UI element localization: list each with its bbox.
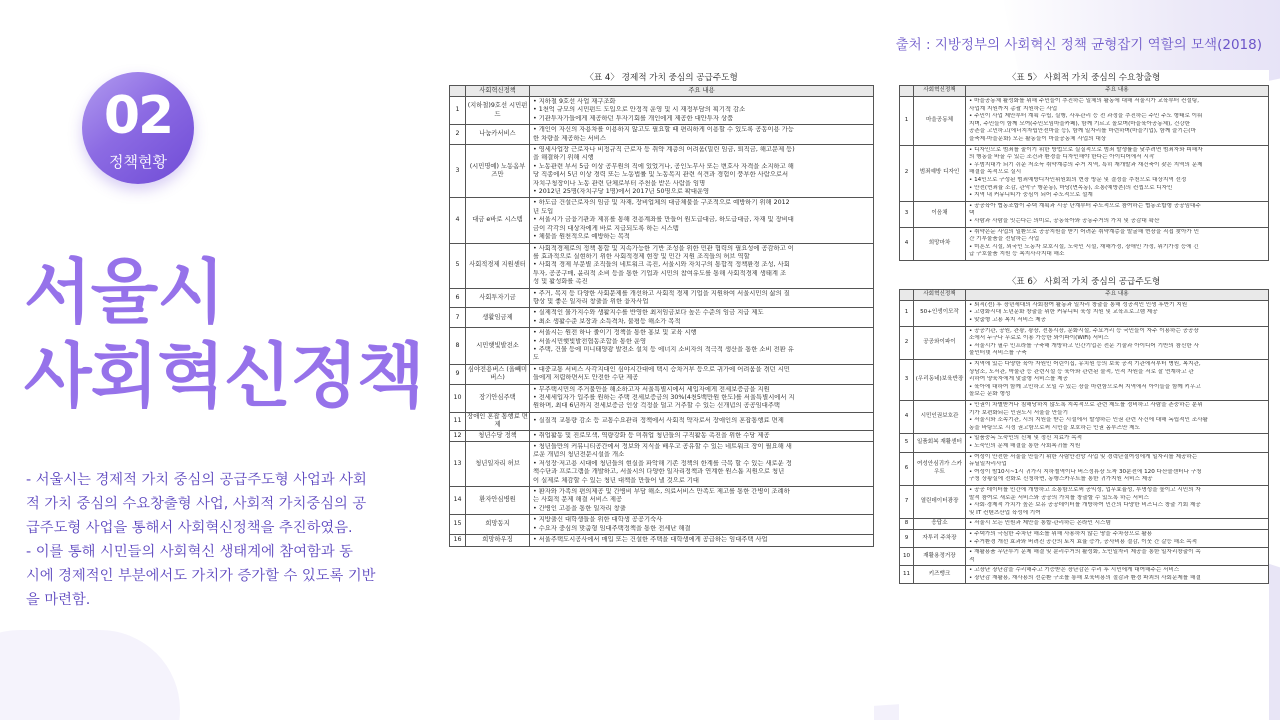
- table-row: [450, 125, 874, 145]
- content-line: • 공공 데이터를 민간에 개방하고 소통함으로써 공익성, 업무효율성, 투명성을 높이고 시민의 자: [969, 486, 1201, 493]
- row-number: 9: [450, 364, 466, 384]
- content-line: • 체불을 원천적으로 예방하는 목적: [533, 233, 630, 241]
- content-line: • 서울시는 원전 하나 줄이기 정책을 통한 홍보 및 교육 시행: [533, 329, 697, 337]
- table-row: [900, 300, 1269, 326]
- content-line: 상담소, 도서관, 박물관 등 관련시설 등 육아와 관련된 물적, 인적 자원을 서로 잘 연계하고 관: [969, 368, 1194, 375]
- policy-name: 대금 e바로 시스템: [466, 198, 530, 243]
- table-row: [900, 97, 1269, 146]
- content-line: • 인권이 차별받거나 침해당하지 않도록 지속적으로 관련 제도를 정비하고 사람을 존중하는 분위: [969, 402, 1203, 408]
- policy-content: [530, 288, 874, 308]
- table-row: [900, 401, 1269, 434]
- content-line: • 마을공동체 활성화를 위해 주민들이 추진하는 일체의 활동에 대해 서울시가 교육부터 컨설팅,: [969, 98, 1199, 104]
- table-6-body: [900, 300, 1269, 584]
- content-line: 책수단과 프로그램을 개발하고, 서울시의 다양한 일자리정책과 연계한 원스톱 지원으로 청년: [533, 468, 785, 476]
- content-line: • 전세세입자가 입주를 원하는 주택 전세보증금의 30%(4천5백만원 한도)를 서울특별시에서 지: [533, 394, 795, 401]
- content-line: • 서울주택도시공사에서 매입 또는 건설한 주택을 대학생에게 공급하는 임대주택 사업: [533, 536, 768, 544]
- policy-content: [530, 515, 874, 535]
- section-label: 정책현황: [109, 153, 167, 171]
- content-line: • 서울시 모든 민원과 제안을 통합·관리하는 온라인 시스템: [969, 520, 1111, 527]
- row-number: 10: [900, 548, 914, 566]
- content-line: 물인터넷 서비스를 구축: [969, 350, 1027, 357]
- policy-name: 장애인 혼잡 통행료 면제: [467, 412, 528, 429]
- content-line: 적: [969, 556, 975, 563]
- content-line: • 장난감 재활용, 재사용의 선순환 구조를 통해 보육비용의 절감과 환경 파괴의 사회문제를 해결: [969, 574, 1201, 581]
- row-number: 12: [450, 430, 466, 441]
- content-line: • 서울시민햇빛발전협동조합을 통한 운영: [533, 337, 647, 345]
- table-row: [450, 198, 874, 243]
- table-row: [900, 227, 1269, 260]
- policy-name: (시민명예) 노동옴부즈만: [466, 145, 530, 198]
- content-line: • 공공기관, 공원, 관광, 광장, 전통시장, 문화시설, 주요거리 등 국민들이 자주 이용하는 공공장: [969, 327, 1199, 334]
- content-line: • 서울시와 소속기관, 시의 지원을 받는 시설에서 발생하는 인권 관련 사건에 대해 독립적인 조사활: [969, 417, 1208, 424]
- content-line: • 사회적 경제 부문별 조직들의 네트워크 촉진, 서울시와 자치구의 통합적 정책환경 조성, 사회: [533, 261, 790, 269]
- policy-content: [530, 535, 874, 546]
- policy-content: [966, 300, 1269, 326]
- content-line: 사업계 지원까지 총괄 지원하는 사업: [969, 105, 1058, 112]
- header-content: 주요 내용: [966, 86, 1269, 97]
- row-number: 3: [450, 145, 466, 198]
- policy-content: [966, 227, 1269, 260]
- content-line: • 주거, 복지 등 다양한 사회문제를 개선하고 사회적 경제 기업을 지원하여 서울시민의 삶의 질: [533, 289, 790, 297]
- row-number: 4: [900, 227, 914, 260]
- table-5-caption: 〈표 5〉 사회적 가치 중심의 수요창출형: [1007, 73, 1161, 83]
- table-row: [900, 434, 1269, 452]
- row-number: 4: [900, 401, 914, 434]
- description-text: [26, 468, 421, 612]
- content-line: • 지역 내 커뮤니티가 중심이 되어 주도적으로 설계: [969, 192, 1093, 199]
- table-row: [450, 430, 874, 441]
- description-line: 적 가치 중심의 수요창출형 사업, 사회적 가치중심의 공: [26, 496, 367, 512]
- policy-name: 이음채: [914, 201, 966, 227]
- document-tables-5-6: [899, 70, 1269, 720]
- section-number: 02: [103, 86, 173, 146]
- row-number: 2: [900, 326, 914, 359]
- row-number: 11: [450, 412, 466, 430]
- policy-name: 마을공동체: [914, 97, 966, 146]
- content-line: 투자, 공공구매, 윤리적 소비 등을 통한 기업과 시민의 참여유도를 통해 사회적경제 생태계 조: [533, 269, 787, 277]
- table-row: [900, 529, 1269, 547]
- content-line: 의 행동을 바꿀 수 있는 조건과 환경을 디자인해야 한다는 아이디어에서 시작: [969, 154, 1155, 161]
- content-line: • 하도급 건설근로자의 임금 및 자재, 장비업체의 대금체불을 구조적으로 예방하기 위해 2012: [533, 199, 790, 207]
- row-number: 2: [900, 145, 914, 201]
- policy-content: [530, 442, 874, 487]
- policy-content: [530, 198, 874, 243]
- content-line: • 개인이 자신의 자용차를 이용하지 않고도 필요할 때 편리하게 이용할 수 있도록 공동이용 가능: [533, 126, 794, 134]
- content-line: • 주민이 사업 제안부터 계획 수립, 실행, 사후관리 등 전 과정을 추진하는 주민 주도 형태로 이뤄: [969, 113, 1203, 120]
- policy-content: [530, 364, 874, 384]
- header-policy: 사회혁신정책: [914, 86, 966, 97]
- content-line: • 여성이 안전한 서울을 만들기 위한 사람안전망 사업 및 경력단절여성에게 일자리를 제공하는: [969, 453, 1198, 460]
- content-line: • 실질적 교통량 감소 등 교통수요관리 정책에서 사회적 약자로서 장애인의 혼잡통행료 면제: [533, 417, 784, 425]
- policy-content: [530, 145, 874, 198]
- table-row: [900, 519, 1269, 530]
- source-citation: 출처 : 지방정부의 사회혁신 정책 균형잡기 역할의 모색(2018): [895, 37, 1262, 53]
- row-number: 1: [450, 97, 466, 125]
- content-line: • 노동관련 부서 5급 이상 공무원의 직에 있었거나, 공인노무사 또는 변호사 자격을 소지하고 해: [533, 162, 794, 170]
- table-4-caption: 〈표 4〉 경제적 가치 중심의 공급주도형: [585, 73, 738, 83]
- content-line: 택: [969, 210, 975, 217]
- policy-name: 희망동지: [466, 515, 530, 535]
- table-row: [450, 412, 874, 430]
- policy-name: 공공와이파이: [914, 326, 966, 359]
- content-line: • 영세사업장 근로자나 비정규직 근로자 등 취약 계층의 어려움(밀린 임금, 퇴직금, 해고문제 등): [533, 146, 795, 154]
- table-row: [900, 145, 1269, 201]
- content-line: 당 직종에서 5년 이상 경력 또는 노동법률 및 노동복지 관련 식견과 경험이 풍부한 사람으로서: [533, 171, 789, 179]
- policy-content: [966, 566, 1269, 584]
- table-row: [450, 328, 874, 365]
- content-line: • 일품중독 노숙인의 신체 및 정신 치료가 목적: [969, 435, 1083, 442]
- content-line: 을축제·마을문화) 모든 활동들이 마을공동체 사업의 대상: [969, 135, 1107, 142]
- row-number: 15: [450, 515, 466, 535]
- row-number: 8: [450, 328, 466, 365]
- table-header-row: [450, 86, 874, 97]
- policy-content: [530, 125, 874, 145]
- content-line: • 사람과 사람을 잇는다는 의미로, 공동육아와 공동주거의 가치 및 공감대 확산: [969, 217, 1160, 224]
- table-row: [900, 201, 1269, 227]
- policy-content: [966, 452, 1269, 485]
- content-line: • 환자와 가족의 편의제공 및 간병비 부담 해소, 의료서비스 만족도 제고를 통한 간병이 조례하: [533, 488, 790, 496]
- policy-content: [530, 328, 874, 365]
- policy-content: [530, 243, 874, 288]
- header-no: [900, 289, 914, 300]
- content-line: 공존을 고민하고(에너지자립안전마을 등), 함께 일자리를 마련하며(마을기업), 함께 즐기는(마: [969, 128, 1196, 135]
- table-6-caption: 〈표 6〉 사회적 가치 중심의 공급주도형: [1007, 276, 1161, 287]
- policy-content: [530, 430, 874, 441]
- policy-name: 시민인권보호관: [914, 401, 966, 434]
- policy-content: [530, 412, 874, 430]
- content-line: • 고장난 장난감을 수리해주고 기증받은 장난감은 수리 후 시민에게 대여해주는 서비스: [969, 567, 1180, 574]
- table-row: [450, 308, 874, 328]
- content-line: 간 기부물품을 전달하는 사업: [969, 236, 1040, 243]
- content-line: 발적 참여로 새로운 서비스와 공공의 가치를 창출할 수 있도록 하는 서비스: [969, 494, 1149, 501]
- description-line: 급주도형 사업을 통해서 사회혁신정책을 추진하였음.: [26, 520, 353, 536]
- table-row: [900, 326, 1269, 359]
- content-line: 한 차량을 제공하는 서비스: [533, 134, 606, 142]
- policy-content: [966, 145, 1269, 201]
- content-line: • 최소 생활수준 보장과 소득격차, 불평등 해소가 목적: [533, 317, 681, 325]
- content-line: 동을 바탕으로 시정 권고함으로써 시민을 보호하는 인권 옴부즈만 제도: [969, 424, 1140, 431]
- content-line: 원하며, 최대 6년까지 전세보증금 인상 걱정을 덜고 거주할 수 있는 신개념의 공공임대주택: [533, 402, 781, 410]
- header-policy: 사회혁신정책: [914, 289, 966, 300]
- content-line: 성 및 활성화를 촉진: [533, 278, 588, 286]
- content-line: • 서울시가 필수 인프라를 구축해 개방하고 민간기업은 전문 기술과 아이디어 기반의 참신한 사: [969, 342, 1199, 349]
- content-line: • 2012년 25명(자치구당 1명)에서 2017년 50명으로 확대운영: [533, 188, 710, 196]
- content-line: 도: [533, 354, 540, 362]
- policy-name: 일품회복 재활센터: [914, 434, 966, 452]
- content-line: • 기관투자가들에게 제공하던 투자기회를 개인에게 제공한 대안투자 상품: [533, 114, 734, 122]
- row-number: 11: [900, 566, 914, 584]
- content-line: • 미혼모 시설, 외국인 노동자 보호시설, 노숙인 시설, 재해가정, 장애인 가정, 위기가정 등에 긴: [969, 243, 1199, 250]
- content-line: 들에게 저렴하면서도 안전한 수단 제공: [533, 374, 639, 382]
- content-line: • 여성이 밤10시~1시 귀가시 지하철역이나 버스정류장 도착 30분전에 120 다산콜센터나 구청: [969, 468, 1202, 475]
- header-content: 주요 내용: [966, 289, 1269, 300]
- row-number: 3: [900, 360, 914, 401]
- table-row: [450, 535, 874, 546]
- content-line: • 주택가의 극심한 주차난 해소를 위해 사용하지 않는 땅을 주차장으로 활용: [969, 530, 1153, 537]
- row-number: 10: [450, 384, 466, 412]
- content-line: • 간병인 고용을 통한 일자리 창출: [533, 504, 626, 512]
- content-line: 는 사회적 문제 해결 서비스 제공: [533, 496, 623, 504]
- policy-name: 희망하우징: [466, 535, 530, 546]
- table-row: [450, 442, 874, 487]
- content-line: 년 도입: [533, 207, 554, 215]
- content-line: 소에서 누구나 무료로 이용 가능한 와이파이(WiFi) 서비스: [969, 335, 1109, 342]
- description-line: 을 마련함.: [26, 592, 91, 608]
- content-line: • 1천억 규모의 시민펀드 도입으로 안정적 운영 및 시 재정부담의 획기적 감소: [533, 106, 746, 114]
- description-line: - 이를 통해 시민들의 사회혁신 생태계에 참여함과 동: [26, 544, 353, 560]
- policy-content: [966, 434, 1269, 452]
- row-number: 1: [900, 97, 914, 146]
- policy-name: 시민햇빛발전소: [466, 328, 530, 365]
- content-line: 해결을 목적으로 실시: [969, 169, 1022, 176]
- page-title: [24, 250, 444, 418]
- policy-name: 환자안심병원: [466, 487, 530, 515]
- row-number: 8: [900, 519, 914, 530]
- table-row: [450, 145, 874, 198]
- policy-content: [966, 360, 1269, 401]
- table-row: [450, 515, 874, 535]
- decorative-shape-bottom-left: [0, 630, 180, 720]
- content-line: 를 효과적으로 실현하기 위한 사회적경제 현장 및 민간 지원 조직들의 허브 역할: [533, 252, 750, 260]
- table-row: [450, 97, 874, 125]
- policy-name: 나눔카서비스: [466, 125, 530, 145]
- content-line: • 안전(면죄율 소감, 관악구 행운동), 마당(면목동), 소통(예방촌)의 컨셉으로 디자인: [969, 184, 1173, 191]
- policy-name: 사회적경제 지원센터: [466, 243, 530, 288]
- content-line: 이 실제로 체감할 수 있는 청년 대책을 만들어 낼 것으로 기대: [533, 476, 700, 484]
- table-header-row: [900, 289, 1269, 300]
- policy-content: [966, 548, 1269, 566]
- row-number: 7: [450, 308, 466, 328]
- content-line: • 우범지대가 되기 쉬운 저소득 취약계층의 주거 지역, 특히 재개발과 재건축이 잦은 지역의 문제: [969, 161, 1203, 168]
- header-policy: 사회혁신정책: [466, 86, 530, 97]
- content-line: • 공공육아 협동조합이 주택 계획과 시공 단계부터 주도적으로 참여하는 협동조합형 공공임대주: [969, 202, 1201, 209]
- table-row: [450, 364, 874, 384]
- content-line: • 디자인으로 범죄를 줄이기 위한 방법으로 실질적으로 범죄 발생률을 낮추려면 범죄자와 피해자: [969, 146, 1203, 153]
- table-row: [900, 548, 1269, 566]
- policy-name: 청년일자리 허브: [466, 442, 530, 487]
- row-number: 14: [450, 487, 466, 515]
- row-number: 5: [900, 434, 914, 452]
- content-line: • 취업활동 및 진로모색, 역량강화 등 미취업 청년들의 구직활동 촉진을 위한 수당 제공: [533, 431, 770, 439]
- policy-name: 응답소: [914, 519, 966, 530]
- content-line: • 퇴직(전) 후 장년세대의 사회참여 활동과 일자리 창출을 통해 성공적인 인생 후반기 지원: [969, 301, 1188, 308]
- content-line: • 사회·경제적 가치가 높은 보유 공공데이터를 개방하여 민간의 다양한 비즈니스 창출 기회 제공: [969, 502, 1201, 509]
- content-line: • 저성장·저고용 시대에 청년들의 현실을 파악해 기존 정책의 한계를 극복 할 수 있는 새로운 정: [533, 459, 792, 467]
- policy-name: 50+인생이모작: [914, 300, 966, 326]
- row-number: 2: [450, 125, 466, 145]
- content-line: 구청 상황실에 전화로 신청하면, 동행스카우트를 통한 귀가지원 서비스 제공: [969, 476, 1153, 483]
- policy-content: [530, 308, 874, 328]
- content-line: • 재활용품 무단투기 문제 해결 및 분리수거의 활성화, 노인일자리 제공을 통한 일자리창출이 목: [969, 549, 1201, 556]
- policy-name: 희망마차: [914, 227, 966, 260]
- policy-content: [966, 97, 1269, 146]
- content-line: • 맞춤형 고용 복지 서비스 제공: [969, 317, 1047, 324]
- content-line: 돌보는 문화 형성: [969, 391, 1011, 398]
- row-number: 7: [900, 485, 914, 518]
- table-row: [450, 288, 874, 308]
- policy-content: [966, 529, 1269, 547]
- table-5: [899, 85, 1269, 261]
- table-row: [900, 360, 1269, 401]
- policy-name: 열린데이터광장: [914, 485, 966, 518]
- row-number: 3: [900, 201, 914, 227]
- table-4: [449, 85, 874, 547]
- description-line: - 서울시는 경제적 가치 중심의 공급주도형 사업과 사회: [26, 472, 367, 488]
- content-line: 자치구청장이나 노동 관련 단체로부터 추천을 받은 사람을 임명: [533, 179, 706, 187]
- table-row: [450, 243, 874, 288]
- table-header-row: [900, 86, 1269, 97]
- policy-content: [530, 384, 874, 412]
- description-line: 시에 경제적인 부분에서도 가치가 증가할 수 있도록 기반: [26, 568, 376, 584]
- policy-name: 심야전용버스 (올빼미버스): [466, 364, 530, 384]
- content-line: 급 구호물품 지원 등 복지사각지대 해소: [969, 251, 1065, 258]
- page-title-line-1: 서울시: [24, 251, 224, 333]
- content-line: • 지방출신 대학생들을 위한 대학생 공공기숙사: [533, 516, 663, 524]
- content-line: • 실제적인 물가지수와 생활지수를 반영한 최저임금보다 높은 수준의 임금 지급 제도: [533, 309, 764, 317]
- header-content: 주요 내용: [530, 86, 874, 97]
- page-title-line-2: 사회혁신정책: [24, 335, 424, 417]
- content-line: 기가 보편화되는 인권도시 서울을 만들기: [969, 409, 1068, 416]
- table-row: [450, 487, 874, 515]
- table-row: [900, 452, 1269, 485]
- content-line: • 서울시가 금융기관과 제휴를 통해 전용계좌를 만들어 원도급대금, 하도급대금, 자재 및 장비대: [533, 216, 794, 224]
- content-line: 로운 개념의 청년전문시설을 개소: [533, 451, 625, 459]
- row-number: 16: [450, 535, 466, 546]
- policy-name: (지하철)9호선 시민펀드: [466, 97, 530, 125]
- table-5-body: [900, 97, 1269, 261]
- content-line: • 주택, 건물 등에 미니태양광 발전소 설치 등 에너지 소비자의 적극적 생산을 통한 소비 전환 유: [533, 345, 794, 353]
- policy-name: 키즈뱅크: [914, 566, 966, 584]
- table-4-body: [450, 97, 874, 547]
- policy-name: 사회투자기금: [466, 288, 530, 308]
- table-6: [899, 289, 1269, 585]
- content-line: 리하여 양육자에게 맞춤형 서비스를 제공: [969, 376, 1068, 383]
- table-row: [900, 566, 1269, 584]
- policy-name: 청년수당 정책: [466, 430, 530, 441]
- content-line: • 취약은둔 사업의 일환으로 공공지원을 받기 어려운 취약계층을 발굴해 현장을 직접 찾아가 민: [969, 228, 1199, 235]
- content-line: 뉴딜일자리사업: [969, 461, 1007, 468]
- content-line: 및 IT 컨텐츠산업 육성에 기여: [969, 509, 1041, 516]
- content-line: • 청년들만의 커뮤니티공간에서 정보와 지식을 배우고 공유할 수 있는 네트워크 장이 필요해 새: [533, 443, 792, 451]
- header-no: [450, 86, 466, 97]
- content-line: 을 해결하기 위해 시행: [533, 154, 594, 162]
- policy-content: [966, 519, 1269, 530]
- row-number: 6: [450, 288, 466, 308]
- policy-name: 여성안심귀가 스카우트: [914, 452, 966, 485]
- policy-name: (우리동네)보육반장: [914, 360, 966, 401]
- content-line: 금이 각각의 대상자에게 바로 지급되도록 하는 시스템: [533, 224, 679, 232]
- table-row: [900, 485, 1269, 518]
- policy-name: 재활용정거장: [914, 548, 966, 566]
- policy-content: [530, 487, 874, 515]
- content-line: 지며, 주민들이 함께 모여(주민모임마을카페), 함께 기르고 돌보며(마을육아공동체), 건강한: [969, 120, 1191, 127]
- content-line: • 지역에 있는 다양한 육아 자원인 어린이집, 유치원 등의 보육 공적 기관에서부터 병원, 복지관,: [969, 361, 1201, 368]
- row-number: 5: [450, 243, 466, 288]
- policy-name: 범죄예방 디자인: [914, 145, 966, 201]
- content-line: • 대중교통 서비스 사각지대인 심야시간대에 택시 승차거부 등으로 귀가에 어려움을 겪던 시민: [533, 365, 790, 373]
- policy-content: [966, 485, 1269, 518]
- content-line: • 무주택시민의 주거불안을 해소하고자 서울특별시에서 세입자에게 전세보증금을 지원: [533, 385, 770, 393]
- policy-name: 장기안심주택: [466, 384, 530, 412]
- row-number: 4: [450, 198, 466, 243]
- content-line: • 노숙인의 문제 해결을 통한 사회복귀를 지원: [969, 442, 1081, 449]
- content-line: • 고령화시대 노년문화 창출을 위한 커뮤니티 육성 지원 및 교육프로그램 제공: [969, 309, 1158, 316]
- header-no: [900, 86, 914, 97]
- content-line: • 사회적경제로의 정책 통합 및 지속가능한 기반 조성을 위한 민관 협력의 필요성에 공감하고 이: [533, 244, 794, 252]
- policy-content: [966, 326, 1269, 359]
- policy-name: 자투리 주차장: [914, 529, 966, 547]
- content-line: • 지하철 9호선 사업 재구조화: [533, 98, 616, 105]
- policy-content: [530, 97, 874, 125]
- policy-content: [966, 201, 1269, 227]
- policy-name: 생활임금제: [466, 308, 530, 328]
- policy-content: [966, 401, 1269, 434]
- table-row: [450, 384, 874, 412]
- content-line: • 14인으로 구성된 범죄예방디자인위원회의 현장 방문 및 결정을 추천으로 대상지역 선정: [969, 176, 1187, 183]
- content-line: 향상 및 좋은 일자리 창출을 위한 융자사업: [533, 297, 649, 305]
- content-line: • 주거환경 개선 효과와 버려진 공간의 토지 효율 증가, 공사비용 절감, 이웃 간 갈등 해소 목적: [969, 538, 1198, 545]
- row-number: 13: [450, 442, 466, 487]
- section-badge: [82, 72, 194, 184]
- document-table-4: [449, 70, 874, 720]
- row-number: 1: [900, 300, 914, 326]
- content-line: • 육아에 대하여 함께 고민하고 모일 수 있는 장을 마련함으로써 지역에서 아이들을 함께 키우고: [969, 383, 1201, 390]
- row-number: 6: [900, 452, 914, 485]
- content-line: • 수요자 중심의 맞춤형 임대주택정책을 통한 전세난 해결: [533, 524, 691, 532]
- row-number: 9: [900, 529, 914, 547]
